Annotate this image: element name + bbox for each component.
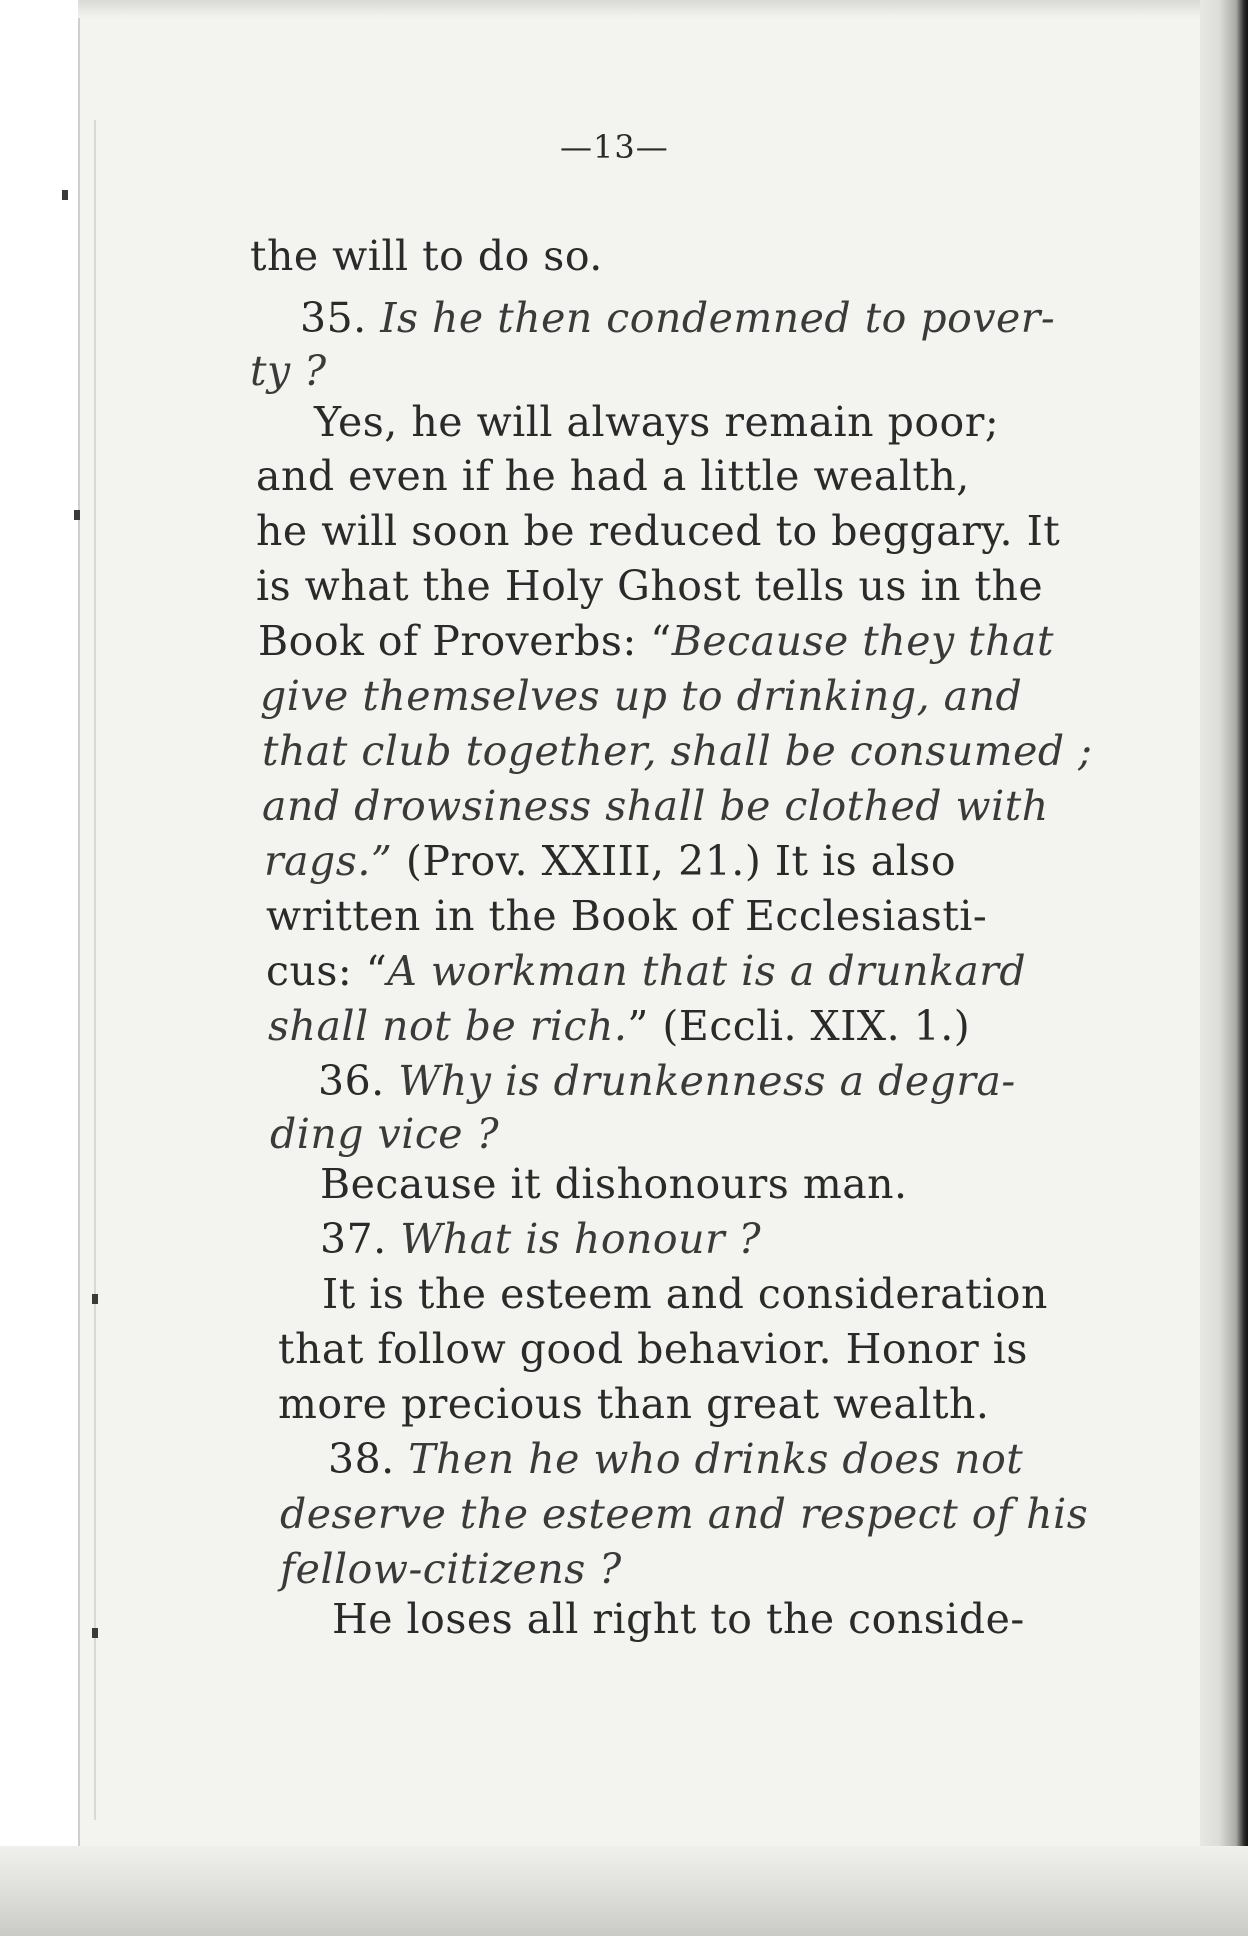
quote-text: A workman that is a drunkard [387,947,1027,995]
quote-text: rags.” [264,837,393,885]
text-run: and even if he had a little wealth, [256,452,970,500]
binding-stitch [74,510,80,520]
quote-text: Because they that [671,617,1054,665]
text-run: Yes, he will always remain poor; [314,398,1000,446]
question-text: fellow-citizens ? [280,1545,622,1593]
question-text: Is he then condemned to pover- [380,294,1056,342]
question-number: 36. [318,1057,399,1105]
text-run: that follow good behavior. Honor is [278,1325,1028,1373]
question-text: Then he who drinks does not [408,1435,1024,1483]
text-line [256,560,1043,612]
question-number: 37. [320,1215,401,1263]
text-line [268,1000,970,1052]
question-text: deserve the esteem and respect of his [280,1490,1089,1538]
question-number: 38. [328,1435,409,1483]
text-run: more precious than great wealth. [278,1380,990,1428]
text-run: is what the Holy Ghost tells us in the [256,562,1044,610]
text-line [266,890,987,942]
text-line [314,396,999,448]
text-line [256,505,1060,557]
text-line [266,945,1026,997]
quote-text: that club together, shall be consumed ; [262,727,1093,775]
text-line [322,1268,1048,1320]
question-line [250,345,327,397]
text-run: the will to do so. [250,232,603,280]
question-line [280,1488,1088,1540]
question-line [318,1055,1016,1107]
text-run: Book of Proverbs: “ [258,617,672,665]
question-line [270,1108,499,1160]
text-run: It is the esteem and consideration [322,1270,1048,1318]
quote-text: shall not be rich. [268,1002,628,1050]
gutter-line [94,120,96,1820]
text-run: (Prov. XXIII, 21.) It is also [392,837,957,885]
page-number: —13— [560,128,669,166]
quote-text: give themselves up to drinking, and [260,672,1023,720]
text-line [278,1378,989,1430]
binding-stitch [92,1628,98,1638]
binding-stitch [62,190,68,200]
question-text: What is honour ? [400,1215,762,1263]
text-run: written in the Book of Ecclesiasti- [266,892,988,940]
binding-stitch [92,1294,98,1304]
text-line [320,1158,908,1210]
leaf-right-edge [1200,0,1248,1936]
quote-line [262,725,1093,777]
text-line [278,1323,1028,1375]
text-run: ” (Eccli. XIX. 1.) [627,1002,971,1050]
question-line [320,1213,761,1265]
question-line [328,1433,1023,1485]
text-run: He loses all right to the conside- [332,1595,1025,1643]
question-text: Why is drunkenness a degra- [398,1057,1016,1105]
text-line [332,1593,1025,1645]
quote-line [260,670,1022,722]
text-line [250,230,603,282]
question-text: ty ? [250,347,327,395]
text-run: he will soon be reduced to beggary. It [256,507,1061,555]
question-line [280,1543,622,1595]
text-line [258,615,1054,667]
quote-text: and drowsiness shall be clothed with [262,782,1049,830]
leaf-top-edge [78,0,1218,18]
text-line [256,450,970,502]
text-run: Because it dishonours man. [320,1160,908,1208]
leaf-bottom-edge [0,1846,1248,1936]
question-line [300,292,1055,344]
text-line [264,835,956,887]
quote-line [262,780,1049,832]
text-run: cus: “ [266,947,388,995]
question-text: ding vice ? [270,1110,500,1158]
question-number: 35. [300,294,381,342]
